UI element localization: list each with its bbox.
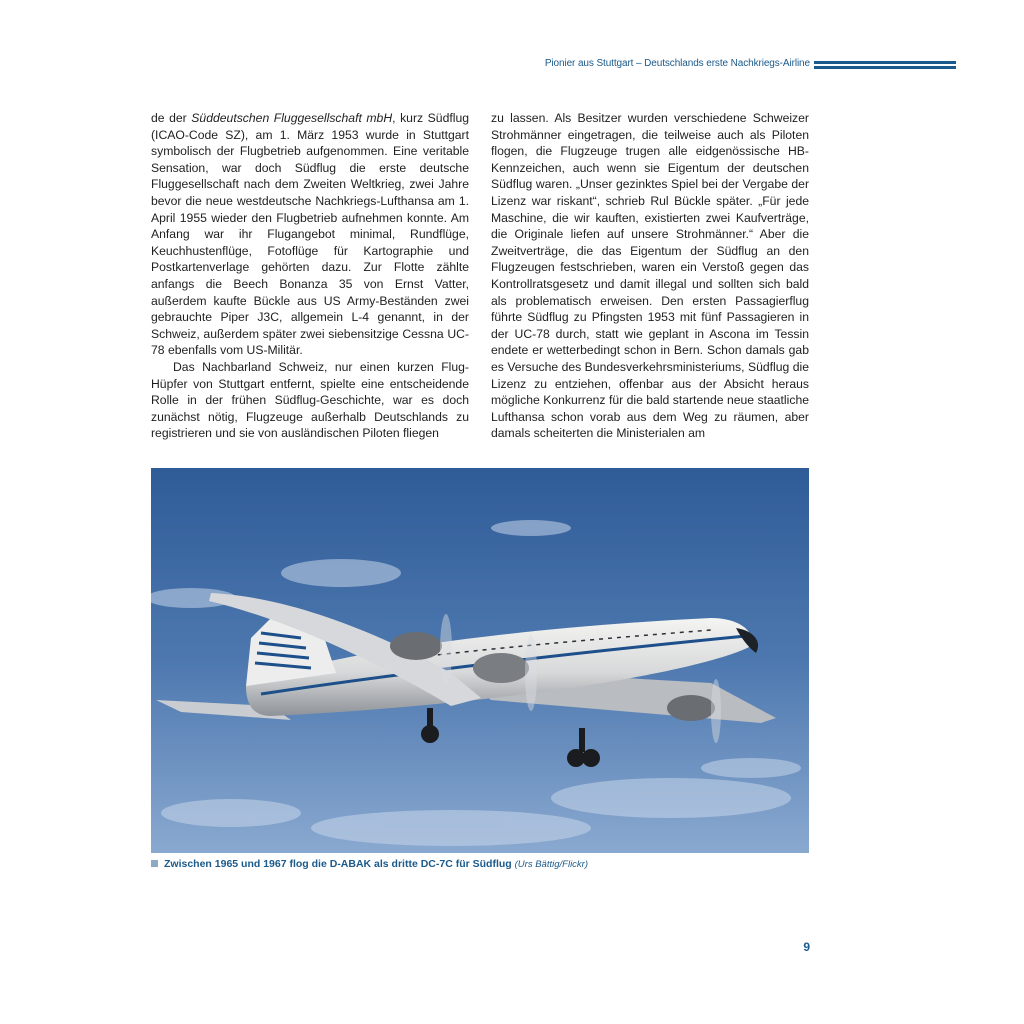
- body-column-right: [491, 110, 809, 442]
- left-p1-rest: , kurz Südflug (ICAO-Code SZ), am 1. März 1953 wurde in Stuttgart symbolisch der Flugbetrieb aufgenommen. Eine veritable Sensation, war doch Südflug die erste deutsche Fluggesellschaft nach dem Zweiten Weltkrieg, zwei Jahre bevor die neue westdeutsche Nachkriegs-Lufthansa am 1. April 1955 wieder den Flugbetrieb aufnehmen konnte. Am Anfang war ihr Flugangebot minimal, Rundflüge, Keuchhustenflüge, Fotoflüge für Kartographie und Postkartenverlage gehörten dazu. Zur Flotte zählte anfangs die Beech Bonanza 35 von Ernst Vatter, außerdem kaufte Bückle aus US Army-Beständen zwei gebrauchte Piper J3C, allgemein L-4 genannt, in der Schweiz, außerdem später zwei siebensitzige Cessna UC-78 ebenfalls vom US-Militär.: [151, 111, 469, 358]
- figure-caption: [151, 858, 811, 870]
- company-name-italic: Süddeutschen Fluggesellschaft mbH: [191, 111, 393, 125]
- aircraft-photo: [151, 468, 809, 853]
- square-bullet-icon: [151, 860, 158, 867]
- body-column-left: [151, 110, 469, 442]
- header-rule-line-bottom: [814, 66, 956, 69]
- page-number: 9: [803, 940, 810, 954]
- left-paragraph-1: [151, 110, 469, 359]
- right-paragraph-1: zu lassen. Als Besitzer wurden verschiedene Schweizer Strohmänner eingetragen, die teilweise auch als Piloten flogen, die Flugzeuge trugen alle eidgenössische HB-Kennzeichen, auch wenn sie Eigentum der deutschen Südflug waren. „Unser gezinktes Spiel bei der Vergabe der Lizenz war riskant“, schrieb Rul Bückle später. „Für jede Maschine, die wir kauften, existierten zwei Kaufverträge, die Originale liefen auf unsere Strohmänner.“ Aber die Zweitverträge, die das Eigentum der Südflug an den Flugzeugen festschrieben, waren ein Verstoß gegen das Kontrollratsgesetz und damit illegal und sollten sich bald als problematisch erweisen. Den ersten Passagierflug führte Südflug zu Pfingsten 1953 mit fünf Passagieren in der UC-78 durch, statt wie geplant in Ascona im Tessin endete er wetterbedingt schon in Bern. Schon damals gab es Versuche des Bundesverkehrsministeriums, Südflug die Lizenz zu entziehen, offenbar aus der Absicht heraus mögliche Konkurrenz für die bald startende neue staatliche Lufthansa schon vorab aus dem Weg zu räumen, aber damals scheiterten die Ministerialen am: [491, 111, 809, 441]
- aircraft-illustration: [151, 468, 809, 853]
- left-paragraph-2: Das Nachbarland Schweiz, nur einen kurzen Flug-Hüpfer von Stuttgart entfernt, spielte eine entscheidende Rolle in der frühen Südflug-Geschichte, war es doch zunächst nötig, Flugzeuge außerhalb Deutschlands zu registrieren und sie von ausländischen Piloten fliegen: [151, 359, 469, 441]
- photo-credit: (Urs Bättig/Flickr): [514, 859, 589, 870]
- running-header-title: Pionier aus Stuttgart – Deutschlands erste Nachkriegs-Airline: [544, 58, 810, 69]
- header-rule: [814, 61, 956, 71]
- caption-text: Zwischen 1965 und 1967 flog die D-ABAK als dritte DC-7C für Südflug: [164, 858, 512, 870]
- engine-1: [390, 632, 442, 660]
- header-rule-line-top: [814, 61, 956, 64]
- left-p1-start: de der: [151, 111, 192, 125]
- engine-2: [473, 653, 529, 683]
- engine-3: [667, 695, 715, 721]
